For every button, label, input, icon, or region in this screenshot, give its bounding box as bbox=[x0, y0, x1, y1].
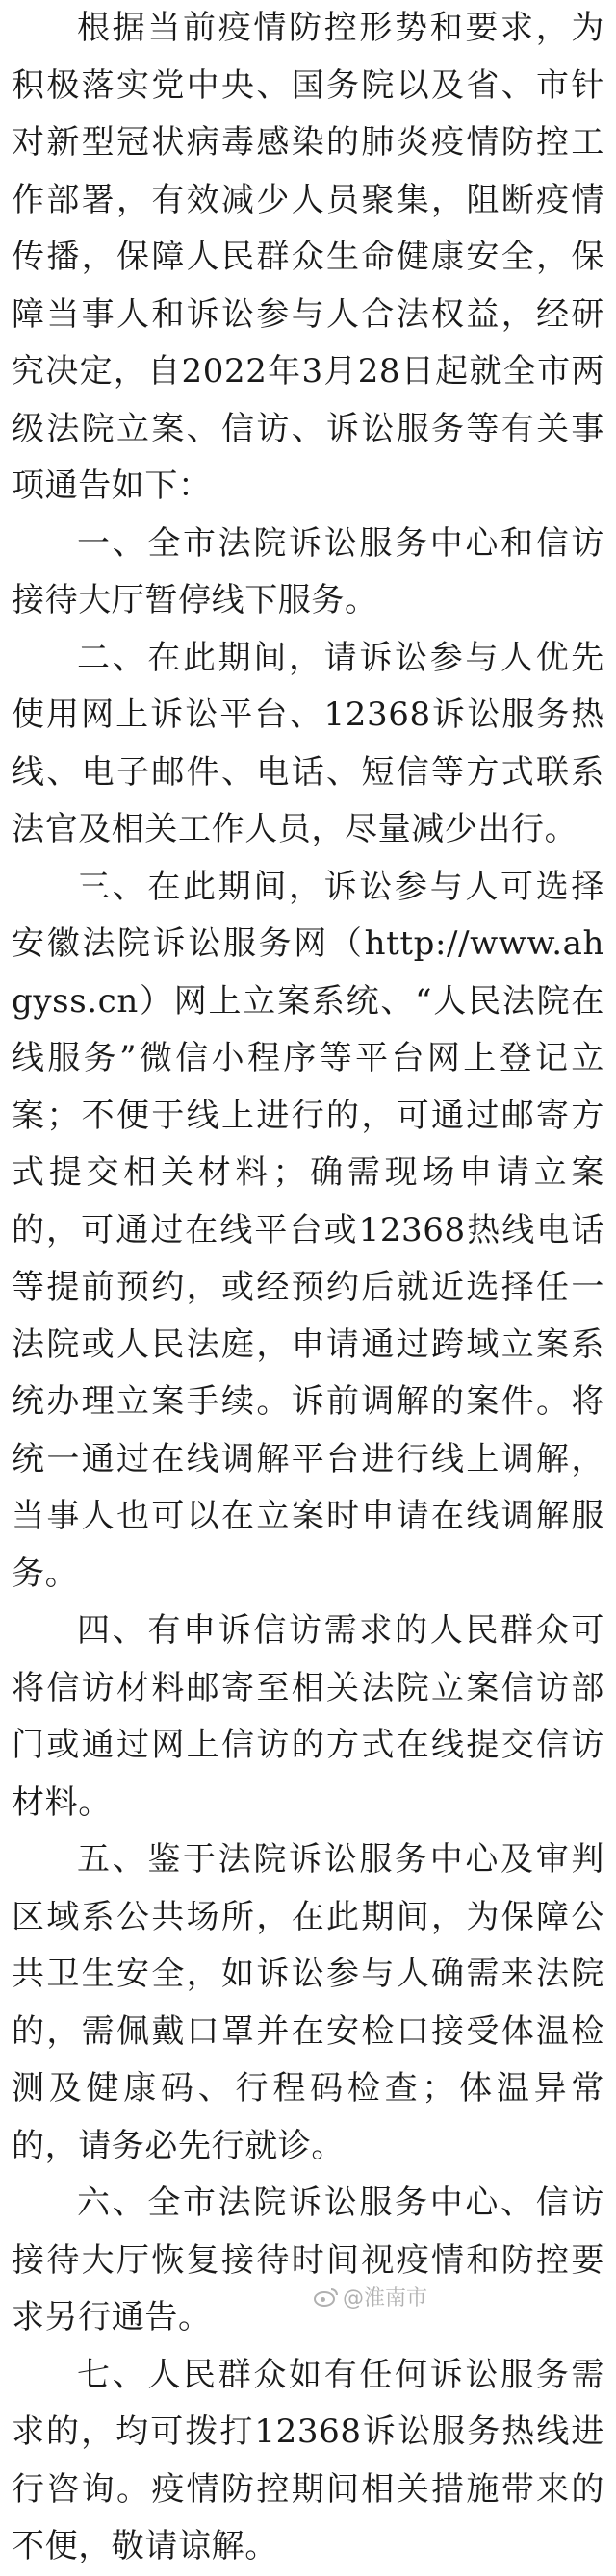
notice-item-7: 七、人民群众如有任何诉讼服务需求的，均可拨打12368诉讼服务热线进行咨询。疫情防控期间相关措施带来的不便，敬请谅解。 bbox=[12, 2355, 604, 2565]
notice-item-6: 六、全市法院诉讼服务中心、信访接待大厅恢复接待时间视疫情和防控要求另行通告。 bbox=[12, 2184, 604, 2336]
weibo-logo-icon bbox=[314, 2286, 339, 2308]
watermark-text: @淮南市 bbox=[342, 2286, 427, 2311]
notice-item-5: 五、鉴于法院诉讼服务中心及审判区域系公共场所，在此期间，为保障公共卫生安全，如诉讼参与人确需来法院的，需佩戴口罩并在安检口接受体温检测及健康码、行程码检查；体温异常的，请务必先行就诊。 bbox=[12, 1840, 604, 2165]
notice-item-1: 一、全市法院诉讼服务中心和信访接待大厅暂停线下服务。 bbox=[12, 523, 604, 619]
notice-document bbox=[12, 0, 604, 2576]
notice-item-2: 二、在此期间，请诉讼参与人优先使用网上诉讼平台、12368诉讼服务热线、电子邮件、电话、短信等方式联系法官及相关工作人员，尽量减少出行。 bbox=[12, 638, 604, 848]
notice-intro: 根据当前疫情防控形势和要求，为积极落实党中央、国务院以及省、市针对新型冠状病毒感染的肺炎疫情防控工作部署，有效减少人员聚集，阻断疫情传播，保障人民群众生命健康安全，保障当事人和诉讼参与人合法权益，经研究决定，自2022年3月28日起就全市两级法院立案、信访、诉讼服务等有关事项通告如下： bbox=[12, 9, 604, 505]
notice-item-3: 三、在此期间，诉讼参与人可选择安徽法院诉讼服务网（http://www.ahgyss.cn）网上立案系统、“人民法院在线服务”微信小程序等平台网上登记立案；不便于线上进行的，可通过邮寄方式提交相关材料；确需现场申请立案的，可通过在线平台或12368热线电话等提前预约，或经预约后就近选择任一法院或人民法庭，申请通过跨域立案系统办理立案手续。诉前调解的案件。将统一通过在线调解平台进行线上调解，当事人也可以在立案时申请在线调解服务。 bbox=[12, 867, 604, 1593]
notice-item-4: 四、有申诉信访需求的人民群众可将信访材料邮寄至相关法院立案信访部门或通过网上信访的方式在线提交信访材料。 bbox=[12, 1611, 604, 1822]
weibo-watermark bbox=[314, 2282, 427, 2311]
